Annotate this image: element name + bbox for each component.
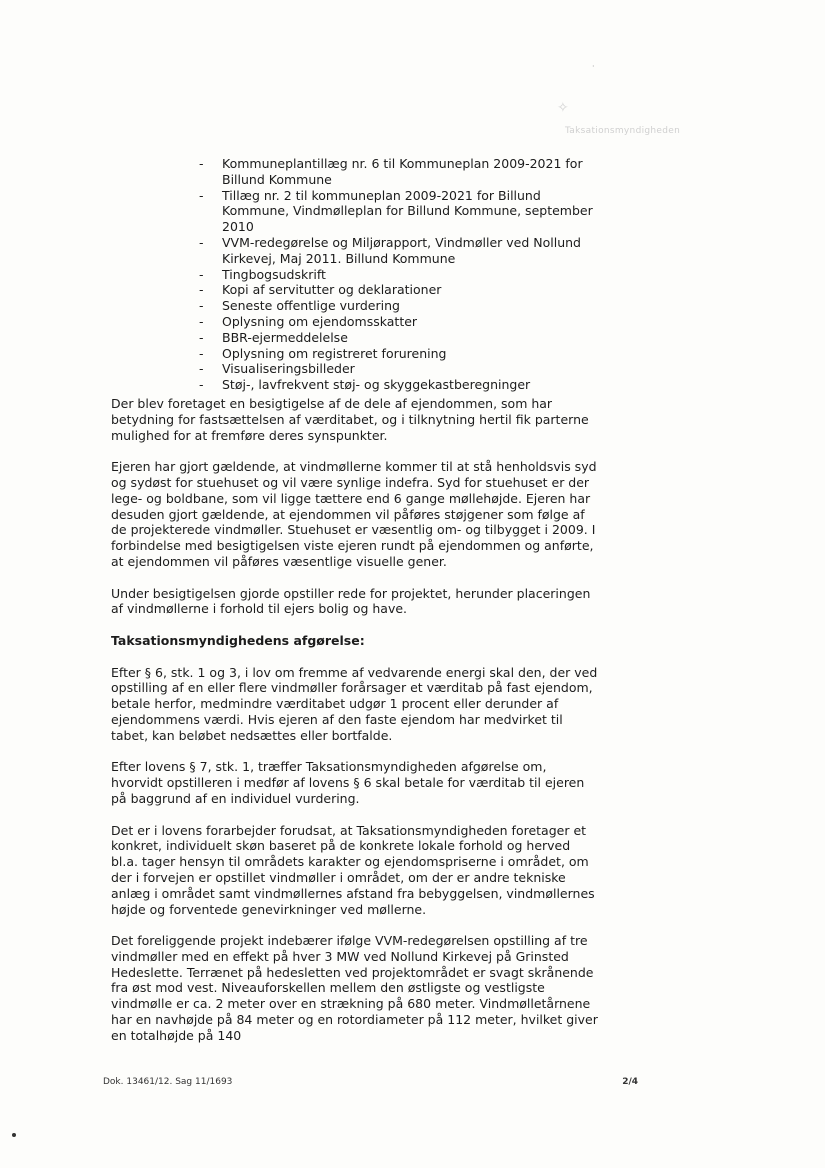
paragraph-project-description: Det foreliggende projekt indebærer ifølge VVM-redegørelsen opstilling af tre vindmøller med en effekt på hver 3 MW ved Nollund Kirkevej på Grinsted Hedeslette. Terrænet på hedesletten ved projektområdet er svagt skrånende fra øst mod vest. Niveauforskellen mellem den østligste og vestligste vindmølle er ca. 2 meter over en strækning på 680 meter. Vindmølletårnene har en navhøjde på 84 meter og en rotordiameter på 112 meter, hvilket giver en totalhøjde på 140 — [111, 933, 598, 1043]
list-dash: - — [199, 377, 204, 393]
list-dash: - — [199, 329, 204, 345]
list-dash: - — [199, 234, 204, 250]
scan-edge-mark — [12, 1133, 16, 1137]
list-dash: - — [199, 313, 204, 329]
list-dash: - — [199, 156, 204, 171]
list-dash: - — [199, 282, 204, 298]
list-item: - VVM-redegørelse og Miljørapport, Vindmøller ved Nollund Kirkevej, Maj 2011. Billund Kommune — [199, 234, 581, 266]
list-item: - Støj-, lavfrekvent støj- og skyggekastberegninger — [199, 377, 531, 393]
watermark-emblem-icon: ✧ — [557, 100, 570, 116]
watermark-logo — [545, 100, 710, 140]
watermark-text: Taksationsmyndigheden — [565, 126, 681, 136]
list-item: - Visualiseringsbilleder — [199, 361, 355, 377]
list-item: - Tingbogsudskrift — [199, 266, 326, 282]
list-item: - Seneste offentlige vurdering — [199, 298, 400, 314]
paragraph-preparatory-works: Det er i lovens forarbejder forudsat, at Taksationsmyndigheden foretager et konkret, individuelt skøn baseret på de konkrete lokale forhold og herved bl.a. tager hensyn til områdets karakter og ejendomspriserne i området, om der i forvejen er opstillet vindmøller i området, om der er andre tekniske anlæg i området samt vindmøllernes afstand fra bebyggelsen, vindmøllernes højde og forventede genevirkninger ved møllerne. — [111, 822, 595, 917]
document-body — [111, 396, 598, 1059]
paragraph-inspection: Der blev foretaget en besigtigelse af de dele af ejendommen, som har betydning for fastsættelsen af værditabet, og i tilknytning hertil fik parterne mulighed for at fremføre deres synspunkter. — [111, 396, 589, 443]
paragraph-installer-presentation: Under besigtigelsen gjorde opstiller rede for projektet, herunder placeringen af vindmøllerne i forhold til ejers bolig og have. — [111, 585, 591, 617]
list-item: - Oplysning om ejendomsskatter — [199, 313, 418, 329]
page-number: 2/4 — [622, 1077, 638, 1087]
list-item: - Oplysning om registreret forurening — [199, 345, 447, 361]
list-dash: - — [199, 345, 204, 361]
list-item: - Tillæg nr. 2 til kommuneplan 2009-2021 for Billund Kommune, Vindmølleplan for Billund Kommune, september 2010 — [199, 187, 593, 235]
paragraph-law-section-7: Efter lovens § 7, stk. 1, træffer Taksationsmyndigheden afgørelse om, hvorvidt opstilleren i medfør af lovens § 6 skal betale for værditab til ejeren på baggrund af en individuel vurdering. — [111, 759, 585, 806]
document-reference: Dok. 13461/12. Sag 11/1693 — [103, 1077, 233, 1087]
list-item: - Kopi af servitutter og deklarationer — [199, 282, 442, 298]
list-item: - Kommuneplantillæg nr. 6 til Kommuneplan 2009-2021 for Billund Kommune — [199, 156, 583, 187]
paragraph-owner-claims: Ejeren har gjort gældende, at vindmøllerne kommer til at stå henholdsvis syd og sydøst for stuehuset og vil være synlige indefra. Syd for stuehuset er der lege- og boldbane, som vil ligge tættere end 6 gange møllehøjde. Ejeren har desuden gjort gældende, at ejendommen vil påføres støjgener som følge af de projekterede vindmøller. Stuehuset er væsentlig om- og tilbygget i 2009. I forbindelse med besigtigelsen viste ejeren rundt på ejendommen og anførte, at ejendommen vil påføres væsentlige visuelle gener. — [111, 459, 597, 569]
section-heading: Taksationsmyndighedens afgørelse: — [111, 632, 365, 648]
paragraph-law-section-6: Efter § 6, stk. 1 og 3, i lov om fremme af vedvarende energi skal den, der ved opstilling af en eller flere vindmøller forårsager et værditab på fast ejendom, betale herfor, medmindre værditabet udgør 1 procent eller derunder af ejendommens værdi. Hvis ejeren af den faste ejendom har medvirket til tabet, kan beløbet nedsættes eller bortfalde. — [111, 664, 598, 743]
list-item: - BBR-ejermeddelelse — [199, 329, 348, 345]
list-dash: - — [199, 361, 204, 377]
list-dash: - — [199, 266, 204, 282]
document-list — [199, 156, 594, 393]
scan-speck: · — [592, 62, 595, 71]
list-dash: - — [199, 187, 204, 203]
list-dash: - — [199, 298, 204, 314]
